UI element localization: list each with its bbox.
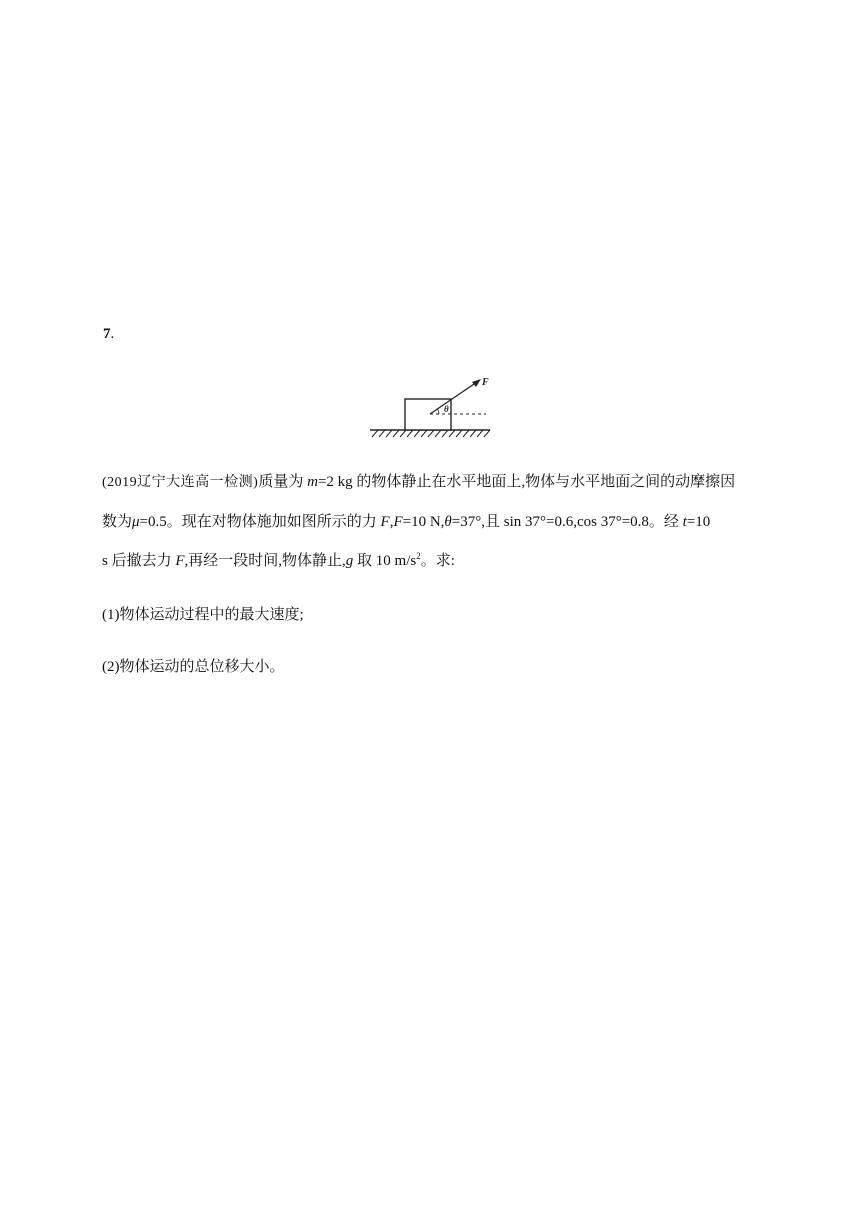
block-force-diagram xyxy=(368,372,493,438)
force-arrow-line xyxy=(430,382,477,414)
force-arrow-head xyxy=(472,379,481,387)
sub-question-2: (2)物体运动的总位移大小。 xyxy=(102,659,285,675)
angle-label: θ xyxy=(444,404,449,414)
question-number: 7. xyxy=(103,326,115,342)
problem-text-line-1: (2019辽宁大连高一检测)质量为 m=2 kg 的物体静止在水平地面上,物体与水平地面之间的动摩擦因 xyxy=(102,474,736,490)
source-label: (2019辽宁大连高一检测) xyxy=(102,475,259,490)
problem-text-line-3: s 后撤去力 F,再经一段时间,物体静止,g 取 10 $m/s^2$。求: xyxy=(102,551,455,569)
force-label: F xyxy=(482,377,489,388)
sub-question-1: (1)物体运动过程中的最大速度; xyxy=(102,607,304,623)
problem-text-line-2: 数为μ=0.5。现在对物体施加如图所示的力 F,F=10 N,θ=37°,且 sin 37°=0.6,cos 37°=0.8。经 t=10 xyxy=(102,514,711,530)
ground-hatching xyxy=(372,430,490,437)
